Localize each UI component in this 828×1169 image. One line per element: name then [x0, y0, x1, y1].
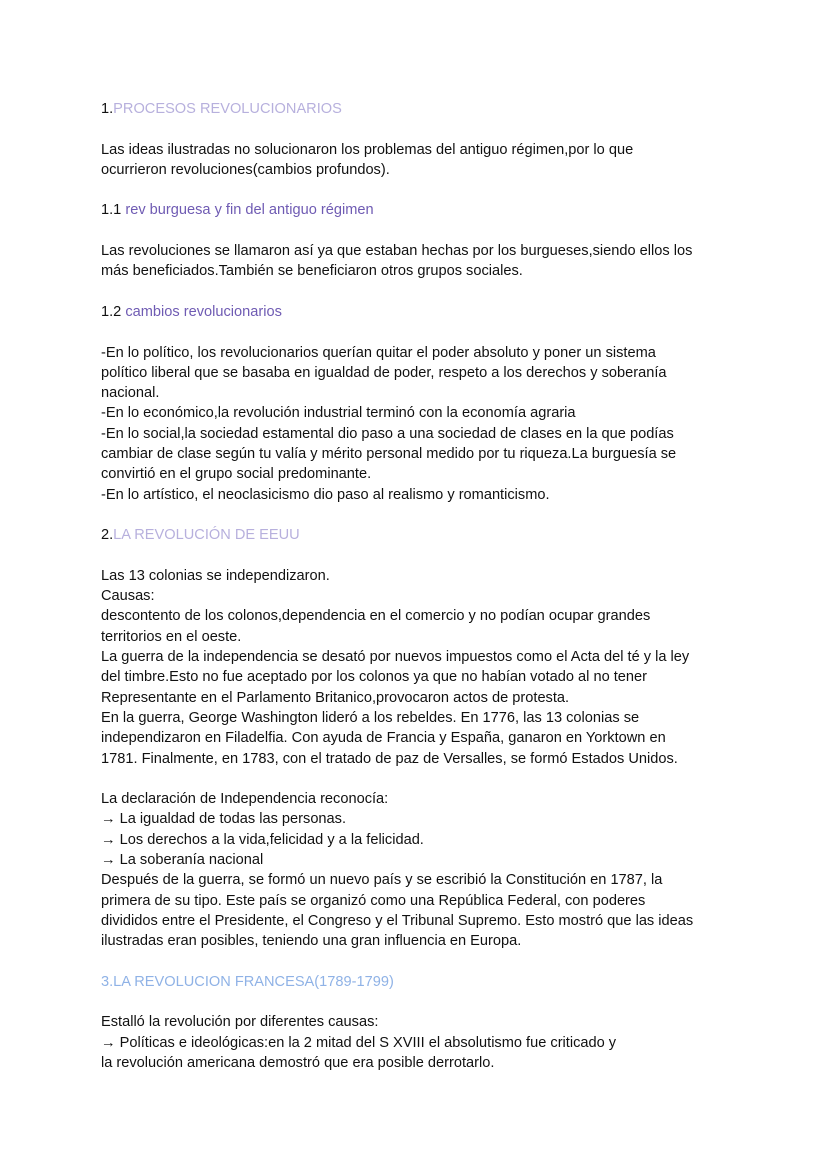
- section-2-line: descontento de los colonos,dependencia en el comercio y no podían ocupar grandes: [101, 608, 651, 625]
- section-1-2-line: cambiar de clase según tu valía y mérito personal medido por tu riqueza.La burguesía se: [101, 446, 677, 463]
- section-2-line: independizaron en Filadelfia. Con ayuda de Francia y España, ganaron en Yorktown en: [101, 730, 666, 747]
- section-2-line: La guerra de la independencia se desató por nuevos impuestos como el Acta del té y la ley: [101, 649, 690, 666]
- section-2-line: Causas:: [101, 588, 155, 605]
- section-1-1-line: Las revoluciones se llamaron así ya que estaban hechas por los burgueses,siendo ellos los: [101, 243, 693, 260]
- section-1-2-line: -En lo económico,la revolución industrial terminó con la economía agraria: [101, 405, 576, 422]
- section-3-line: la revolución americana demostró que era posible derrotarlo.: [101, 1054, 495, 1071]
- section-3-line: Estalló la revolución por diferentes causas:: [101, 1014, 379, 1031]
- section-1-heading: 1.PROCESOS REVOLUCIONARIOS: [101, 101, 342, 117]
- section-2-line: ilustradas eran posibles, teniendo una gran influencia en Europa.: [101, 933, 522, 950]
- section-3-line: → Políticas e ideológicas:en la 2 mitad del S XVIII el absolutismo fue criticado y: [101, 1034, 617, 1051]
- section-2-line: → La igualdad de todas las personas.: [101, 811, 347, 828]
- section-2-line: Las 13 colonias se independizaron.: [101, 567, 330, 584]
- section-1-intro-line: Las ideas ilustradas no solucionaron los problemas del antiguo régimen,por lo que: [101, 141, 634, 158]
- section-2-line: La declaración de Independencia reconocía:: [101, 791, 389, 808]
- section-1-2-line: -En lo social,la sociedad estamental dio paso a una sociedad de clases en la que podías: [101, 425, 674, 442]
- section-2-line: 1781. Finalmente, en 1783, con el tratado de paz de Versalles, se formó Estados Unidos.: [101, 750, 678, 767]
- section-2-line: del timbre.Esto no fue aceptado por los colonos ya que no habían votado al no tener: [101, 669, 648, 686]
- section-3-heading: 3.LA REVOLUCION FRANCESA(1789-1799): [101, 973, 394, 990]
- section-1-2-line: convirtió en el grupo social predominante.: [101, 466, 372, 483]
- section-2-line: territorios en el oeste.: [101, 628, 242, 645]
- section-2-line: divididos entre el Presidente, el Congreso y el Tribunal Supremo. Esto mostró que las ideas: [101, 912, 694, 929]
- section-2-line: → La soberanía nacional: [101, 851, 264, 868]
- section-2-line: → Los derechos a la vida,felicidad y a la felicidad.: [101, 831, 424, 848]
- section-2-line: En la guerra, George Washington lideró a los rebeldes. En 1776, las 13 colonias se: [101, 709, 640, 726]
- document-content: [101, 99, 741, 1073]
- section-1-1-heading: 1.1 rev burguesa y fin del antiguo régimen: [101, 202, 374, 219]
- section-1-2-line: -En lo artístico, el neoclasicismo dio paso al realismo y romanticismo.: [101, 486, 550, 503]
- section-1-2-line: político liberal que se basaba en igualdad de poder, respeto a los derechos y soberanía: [101, 364, 667, 381]
- section-2-line: primera de su tipo. Este país se organizó como una República Federal, con poderes: [101, 892, 646, 909]
- section-1-2-heading: 1.2 cambios revolucionarios: [101, 303, 282, 320]
- section-2-heading: 2.LA REVOLUCIÓN DE EEUU: [101, 527, 300, 544]
- section-2-line: Después de la guerra, se formó un nuevo país y se escribió la Constitución en 1787, la: [101, 872, 663, 889]
- section-1-2-line: nacional.: [101, 385, 160, 402]
- section-2-line: Representante en el Parlamento Britanico,provocaron actos de protesta.: [101, 689, 570, 706]
- section-1-2-line: -En lo político, los revolucionarios querían quitar el poder absoluto y poner un sistema: [101, 344, 656, 361]
- section-1-1-line: más beneficiados.También se beneficiaron otros grupos sociales.: [101, 263, 523, 280]
- section-1-intro-line: ocurrieron revoluciones(cambios profundos).: [101, 161, 390, 178]
